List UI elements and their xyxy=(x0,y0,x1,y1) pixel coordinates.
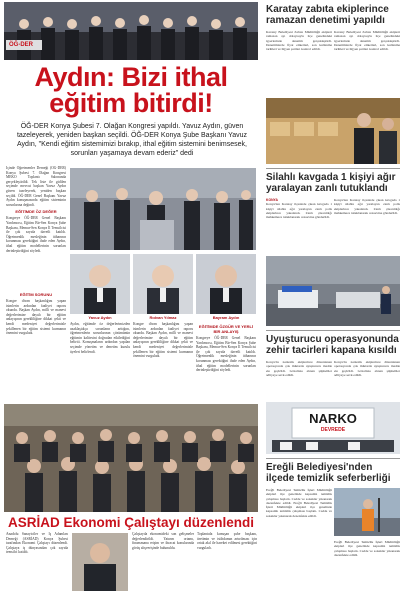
narkotik-body: Konya'da narkotik ekiplerince düzenlenen operasyonda çok miktarda uyuşturucu madde ele geçirildi. Gözaltına alınan şüpheliler adliyeye sevk edildi. xyxy=(266,360,332,377)
speaker-photo xyxy=(70,168,256,250)
temizlik-photo xyxy=(334,488,400,536)
silahli-kavga-headline: Silahlı kavgada 1 kişiyi ağır yaralayan zanlı tutuklandı xyxy=(266,172,396,194)
asriad-column-1: Anadolu Sanayiciler ve İş Adamları Derneği (ASRİAD) Konya Şubesi tarafından Ekonomi Çalıştayı düzenlendi. Çalıştaya iş dünyasından çok sayıda temsilci katıldı. xyxy=(6,532,68,555)
asriad-column-2: Çalıştayda ekonomideki son gelişmeler değerlendirildi. Yatırım ortamı, finansmana erişim ve ihracat konularında görüş alışverişinde bulunuldu. xyxy=(132,532,194,550)
asriad-column-3: Toplantıda konuşan şube başkanı, üretimin ve istihdamın artırılması için ortak akıl ile hareket edilmesi gerektiğini vurguladı. xyxy=(197,532,257,550)
main-headline: Aydın: Bizi ithal eğitim bitirdi! xyxy=(34,62,228,118)
main-lead: ÖĞ-DER Konya Şubesi 7. Olağan Kongresi yapıldı. Yavuz Aydın, güven tazeleyerek, yeniden başkan seçildi. ÖĞ-DER Konya Şube Başkanı Yavuz Aydın, "Kendi eğitim sistemimizi bırakıp, ithal eğitim sistemini benimsesek, sorunları yaşamaya devam ederiz" dedi xyxy=(16,123,248,157)
article-column-2: EĞİTİM SORUNU Kongre divan başkanlığını yapan isimlerin ardından faaliyet raporu okundu. Başkan Aydın, milli ve manevi değerlerimize dayalı bir eğitim anlayışının gerekliliğine dikkat çekti ve kendi medeniyet değerlerimizle şekillenen bir eğitim sistemi kurmanın önemini vurguladı. xyxy=(6,292,66,336)
audience-photo xyxy=(4,404,258,512)
asriad-headline: ASRİAD Ekonomi Çalıştayı düzenlendi xyxy=(7,515,255,530)
asriad-speaker-photo xyxy=(72,533,128,591)
article-column-5: EĞİTİMDE ÖZGÜR VE YERLİ BİR ANLAYIŞ Kongreye ÖĞ-DER Genel Başkanı Yardımcısı, Eğitim Bir-Sen Konya Şube Başkanı, Memur-Sen Konya İl Temsilcisi ile çok sayıda davetli katıldı. Öğretmenlik mesleğinin itibarının korunması gerektiğini ifade eden Aydın, ithal eğitim modellerinin sorunları derinleştirdiğini söyledi. xyxy=(196,324,256,373)
karatay-market-photo xyxy=(266,98,400,164)
narkotik-headline: Uyuşturucu operasyonunda zehir tacirleri kapana kısıldı xyxy=(266,334,399,356)
portrait-3 xyxy=(196,254,256,314)
divider xyxy=(266,168,400,169)
news-sidebar xyxy=(266,0,400,594)
silahli-kavga-body: KONYA Konya'nın Karatay ilçesinde çıkan kavgada 1 kişiyi silahla ağır yaralayan zanlı polis ekiplerince yakalandı. Zanlı çıkarıldığı mahkemece tutuklanarak cezaevine gönderildi. xyxy=(266,198,332,220)
portrait-caption-2: Rıdvan Yılmaz xyxy=(149,315,177,320)
narkotik-operation-photo xyxy=(266,402,400,454)
karatay-headline: Karatay zabıta ekiplerince ramazan denetimi yapıldı xyxy=(266,4,389,26)
eregli-body-2: Ereğli Belediyesi Temizlik İşleri Müdürlüğü ekipleri ilçe genelinde kapsamlı temizlik çalışması başlattı. Cadde ve sokaklar yıkanarak dezenfekte edildi. xyxy=(334,540,400,557)
portrait-1 xyxy=(70,254,130,314)
article-column-4: Kongre divan başkanlığını yapan isimlerin ardından faaliyet raporu okundu. Başkan Aydın, milli ve manevi değerlerimize dayalı bir eğitim anlayışının gerekliliğine dikkat çekti ve kendi medeniyet değerlerimizle şekillenen bir eğitim sistemi kurmanın önemini vurguladı. xyxy=(133,322,193,359)
divider xyxy=(266,330,400,331)
narkotik-body-2: Konya'da narkotik ekiplerince düzenlenen operasyonda çok miktarda uyuşturucu madde ele geçirildi. Gözaltına alınan şüpheliler adliyeye sevk edildi. xyxy=(334,360,400,377)
crime-scene-photo xyxy=(266,256,400,326)
portrait-caption-3: Bayram Aydın xyxy=(212,315,240,320)
narko-screen-text: NARKO xyxy=(309,411,357,426)
eregli-body: Ereğli Belediyesi Temizlik İşleri Müdürlüğü ekipleri ilçe genelinde kapsamlı temizlik çalışması başlattı. Cadde ve sokaklar yıkanarak dezenfekte edildi. Ereğli Belediyesi Temizlik İşleri Müdürlüğü ekipleri ilçe genelinde kapsamlı temizlik çalışması başlattı. Cadde ve sokaklar yıkanarak dezenfekte edildi. xyxy=(266,488,332,518)
karatay-body-2: Karatay Belediyesi Zabıta Müdürlüğü ekipleri ramazan ayı dolayısıyla ilçe genelindeki işyerlerinde denetim gerçekleştirdi. Denetimlerde fiyat etiketleri, son kullanma tarihleri ve hijyen şartları kontrol edildi. xyxy=(334,30,400,52)
kongre-group-photo xyxy=(4,2,258,60)
portrait-caption-1: Yavuz Aydın xyxy=(88,315,112,320)
eregli-headline: Ereğli Belediyesi'nden ilçede temizlik seferberliği xyxy=(266,462,391,484)
oeg-der-logo-text: ÖĞ-DER xyxy=(9,42,33,48)
article-column-3: Aydın, eğitimde öz değerlerimizden uzaklaştıkça sorunların arttığını, öğretmenlerin sorunlarının çözümünün eğitimin kalitesini doğrudan etkilediğini belirtti. Konuşmaların ardından yapılan seçimde yönetim ve denetim kurulu üyeleri belirlendi. xyxy=(70,322,130,354)
silahli-kavga-body-2: Konya'nın Karatay ilçesinde çıkan kavgada 1 kişiyi silahla ağır yaralayan zanlı polis ekiplerince yakalandı. Zanlı çıkarıldığı mahkemece tutuklanarak cezaevine gönderildi. xyxy=(334,198,400,215)
narko-screen-subtext: DEVREDE xyxy=(320,427,346,433)
divider xyxy=(266,458,400,459)
portrait-2 xyxy=(133,254,193,314)
karatay-body: Karatay Belediyesi Zabıta Müdürlüğü ekipleri ramazan ayı dolayısıyla ilçe genelindeki işyerlerinde denetim gerçekleştirdi. Denetimlerde fiyat etiketleri, son kullanma tarihleri ve hijyen şartları kontrol edildi. xyxy=(266,30,332,52)
article-column-1: İçinde Öğretmenler Derneği (ÖĞ-DER) Konya Şubesi 7. Olağan Kongresi MEKO Toplantı Salonunda gerçekleştirildi. Tek liste ile gidilen seçimde mevcut başkan Yavuz Aydın güven tazeleyerek, yeniden başkan seçildi. ÖĞ-DER Genel Başkanı Yavuz Aydın konuşmasında eğitim sisteminin sorunlarına değindi. EĞİTİMDE ÖZ DEĞER Kongreye ÖĞ-DER Genel Başkanı Yardımcısı, Eğitim Bir-Sen Konya Şube Başkanı, Memur-Sen Konya İl Temsilcisi ile çok sayıda davetli katıldı. Öğretmenlik mesleğinin itibarının korunması gerektiğini ifade eden Aydın, ithal eğitim modellerinin sorunları derinleştirdiğini söyledi. xyxy=(6,166,66,253)
